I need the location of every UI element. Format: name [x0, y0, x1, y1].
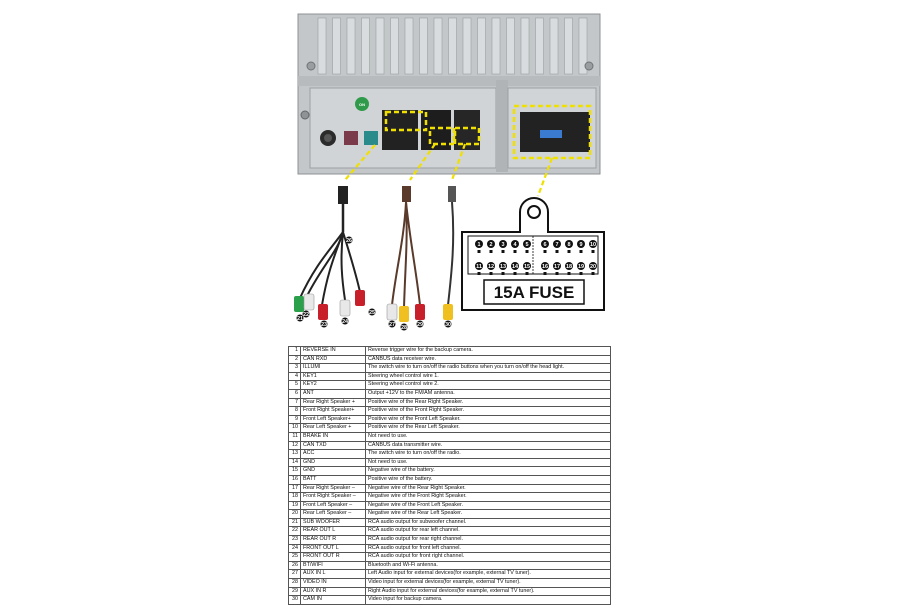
pin-number-cell: 27 — [289, 570, 301, 579]
pin-description-cell: The switch wire to turn on/off the radio. — [366, 450, 611, 459]
pin-number-cell: 28 — [289, 579, 301, 588]
pin-terminal — [478, 250, 481, 253]
pin-number-cell: 15 — [289, 467, 301, 476]
pin-description-cell: RCA audio output for front right channel. — [366, 553, 611, 562]
pin-name-cell: SUB WOOFER — [301, 518, 366, 527]
pin-number-3: 3 — [501, 242, 505, 248]
table-row — [289, 484, 611, 493]
pin-name-cell: BRAKE IN — [301, 432, 366, 441]
svg-text:27: 27 — [388, 322, 396, 328]
pin-description-cell: Output +12V to the FM/AM antenna. — [366, 389, 611, 398]
fuse-label: 15A FUSE — [493, 283, 575, 302]
pin-number-cell: 29 — [289, 587, 301, 596]
table-row — [289, 553, 611, 562]
vent-fin — [347, 18, 355, 74]
pin-number-cell: 2 — [289, 355, 301, 364]
pin-number-cell: 1 — [289, 347, 301, 356]
table-row — [289, 536, 611, 545]
table-row — [289, 458, 611, 467]
pin-terminal — [580, 250, 583, 253]
pin-name-cell: AUX IN L — [301, 570, 366, 579]
pin-description-cell: RCA audio output for front left channel. — [366, 544, 611, 553]
pin-number-cell: 18 — [289, 493, 301, 502]
vent-fin — [463, 18, 471, 74]
vent-fin — [362, 18, 370, 74]
pin-number-cell: 14 — [289, 458, 301, 467]
pin-description-cell: Bluetooth and Wi-Fi antenna. — [366, 561, 611, 570]
pin-description-cell: RCA audio output for subwoofer channel. — [366, 518, 611, 527]
pin-description-cell: Negative wire of the Rear Left Speaker. — [366, 510, 611, 519]
vent-fin — [565, 18, 573, 74]
table-row — [289, 475, 611, 484]
pin-number-18: 18 — [565, 264, 573, 270]
pin-number-4: 4 — [513, 242, 517, 248]
pin-terminal — [592, 250, 595, 253]
pin-number-1: 1 — [477, 242, 481, 248]
pin-name-cell: BT/WIFI — [301, 561, 366, 570]
pin-terminal — [526, 272, 529, 275]
pin-description-cell: RCA audio output for rear right channel. — [366, 536, 611, 545]
pin-number-cell: 4 — [289, 372, 301, 381]
vent-fin — [492, 18, 500, 74]
pin-number-10: 10 — [589, 242, 597, 248]
pin-number-cell: 12 — [289, 441, 301, 450]
fakra-port-pink — [344, 131, 358, 145]
pin-description-cell: Negative wire of the Front Right Speaker. — [366, 493, 611, 502]
connector-pinout — [462, 198, 604, 310]
pin-number-19: 19 — [577, 264, 585, 270]
pin-name-cell: BATT — [301, 475, 366, 484]
pin-name-cell: FRONT OUT R — [301, 553, 366, 562]
pin-function-table — [288, 346, 611, 605]
vent-fin — [478, 18, 486, 74]
pin-number-cell: 6 — [289, 389, 301, 398]
pin-description-cell: Negative wire of the Front Left Speaker. — [366, 501, 611, 510]
pin-description-cell: Negative wire of the Rear Right Speaker. — [366, 484, 611, 493]
pin-number-cell: 13 — [289, 450, 301, 459]
table-row — [289, 355, 611, 364]
pin-number-5: 5 — [525, 242, 529, 248]
table-row — [289, 596, 611, 605]
svg-text:26: 26 — [345, 238, 353, 244]
pin-terminal — [592, 272, 595, 275]
pin-name-cell: Front Left Speaker+ — [301, 415, 366, 424]
pin-name-cell: KEY2 — [301, 381, 366, 390]
pin-number-cell: 26 — [289, 561, 301, 570]
svg-text:ON: ON — [359, 102, 365, 107]
table-row — [289, 424, 611, 433]
pin-number-cell: 5 — [289, 381, 301, 390]
svg-text:22: 22 — [302, 312, 310, 318]
pin-number-2: 2 — [489, 242, 493, 248]
pin-number-6: 6 — [543, 242, 547, 248]
table-row — [289, 381, 611, 390]
pin-number-cell: 17 — [289, 484, 301, 493]
pin-description-cell: Left Audio input for external devices(for example, external TV tuner). — [366, 570, 611, 579]
pin-terminal — [556, 250, 559, 253]
table-row — [289, 347, 611, 356]
pin-name-cell: VIDEO IN — [301, 579, 366, 588]
vent-fin — [536, 18, 544, 74]
pin-number-13: 13 — [499, 264, 507, 270]
table-row — [289, 570, 611, 579]
pin-terminal — [580, 272, 583, 275]
pin-terminal — [568, 250, 571, 253]
fakra-port-teal — [364, 131, 378, 145]
pin-terminal — [526, 250, 529, 253]
pin-terminal — [568, 272, 571, 275]
table-row — [289, 579, 611, 588]
pin-terminal — [544, 250, 547, 253]
pin-terminal — [478, 272, 481, 275]
pin-terminal — [490, 250, 493, 253]
pin-name-cell: REAR OUT L — [301, 527, 366, 536]
table-row — [289, 389, 611, 398]
vent-fin — [550, 18, 558, 74]
pin-number-cell: 22 — [289, 527, 301, 536]
pin-name-cell: Rear Left Speaker + — [301, 424, 366, 433]
pin-name-cell: CAN RXD — [301, 355, 366, 364]
svg-text:24: 24 — [341, 319, 349, 325]
table-row — [289, 544, 611, 553]
table-row — [289, 587, 611, 596]
pin-number-11: 11 — [476, 264, 482, 270]
pin-number-15: 15 — [523, 264, 531, 270]
fuse — [540, 130, 562, 138]
pin-terminal — [502, 272, 505, 275]
pin-number-cell: 21 — [289, 518, 301, 527]
table-row — [289, 518, 611, 527]
pin-number-cell: 23 — [289, 536, 301, 545]
pin-number-cell: 30 — [289, 596, 301, 605]
pin-name-cell: FRONT OUT L — [301, 544, 366, 553]
pin-number-cell: 3 — [289, 364, 301, 373]
vent-fin — [420, 18, 428, 74]
pin-description-cell: CANBUS data receiver wire. — [366, 355, 611, 364]
pin-number-cell: 19 — [289, 501, 301, 510]
table-row — [289, 364, 611, 373]
pin-name-cell: ILLUMI — [301, 364, 366, 373]
table-row — [289, 398, 611, 407]
vent-fin — [521, 18, 529, 74]
pin-name-cell: Front Left Speaker – — [301, 501, 366, 510]
pin-name-cell: CAM IN — [301, 596, 366, 605]
pin-name-cell: Rear Right Speaker – — [301, 484, 366, 493]
pin-description-cell: Video input for external devices(for example, external TV tuner). — [366, 579, 611, 588]
svg-text:28: 28 — [400, 325, 408, 331]
svg-text:21: 21 — [296, 316, 304, 322]
pin-number-cell: 24 — [289, 544, 301, 553]
pin-description-cell: RCA audio output for rear left channel. — [366, 527, 611, 536]
pin-number-7: 7 — [555, 242, 559, 248]
pin-number-cell: 10 — [289, 424, 301, 433]
pin-description-cell: Steering wheel control wire 1. — [366, 372, 611, 381]
pin-name-cell: KEY1 — [301, 372, 366, 381]
table-row — [289, 561, 611, 570]
vent-fin — [405, 18, 413, 74]
pin-description-cell: Video input for backup camera. — [366, 596, 611, 605]
pin-number-16: 16 — [541, 264, 549, 270]
pin-name-cell: GND — [301, 458, 366, 467]
pin-description-cell: Positive wire of the Front Right Speaker. — [366, 407, 611, 416]
pin-number-cell: 11 — [289, 432, 301, 441]
pin-description-cell: Positive wire of the Front Left Speaker. — [366, 415, 611, 424]
rca-harness-left — [294, 186, 365, 320]
pin-number-9: 9 — [579, 242, 583, 248]
table-row — [289, 467, 611, 476]
vent-fin — [318, 18, 326, 74]
pin-description-cell: The switch wire to turn on/off the radio buttons when you turn on/off the head light. — [366, 364, 611, 373]
table-row — [289, 372, 611, 381]
pin-name-cell: Front Right Speaker+ — [301, 407, 366, 416]
table-row — [289, 527, 611, 536]
table-row — [289, 432, 611, 441]
svg-text:29: 29 — [416, 322, 424, 328]
pin-number-cell: 9 — [289, 415, 301, 424]
pin-number-cell: 7 — [289, 398, 301, 407]
vent-fin — [376, 18, 384, 74]
vent-fin — [507, 18, 515, 74]
rca-harness-middle — [387, 186, 425, 322]
svg-text:25: 25 — [368, 310, 376, 316]
pin-description-cell: Positive wire of the battery. — [366, 475, 611, 484]
table-row — [289, 441, 611, 450]
head-unit-rear — [298, 14, 600, 174]
pin-name-cell: AUX IN R — [301, 587, 366, 596]
pin-name-cell: REAR OUT R — [301, 536, 366, 545]
pin-description-cell: Not need to use. — [366, 432, 611, 441]
pin-terminal — [490, 272, 493, 275]
pin-description-cell: Right Audio input for external devices(for example, external TV tuner). — [366, 587, 611, 596]
pin-number-12: 12 — [487, 264, 495, 270]
pin-name-cell: Front Right Speaker – — [301, 493, 366, 502]
pin-name-cell: REVERSE IN — [301, 347, 366, 356]
pin-terminal — [544, 272, 547, 275]
pin-terminal — [514, 272, 517, 275]
pin-number-17: 17 — [553, 264, 561, 270]
svg-text:23: 23 — [320, 322, 328, 328]
pin-description-cell: Reverse trigger wire for the backup camera. — [366, 347, 611, 356]
pin-terminal — [514, 250, 517, 253]
vent-fin — [449, 18, 457, 74]
pin-number-cell: 20 — [289, 510, 301, 519]
pin-description-cell: Positive wire of the Rear Left Speaker. — [366, 424, 611, 433]
pin-number-cell: 16 — [289, 475, 301, 484]
pin-terminal — [502, 250, 505, 253]
vent-fin — [434, 18, 442, 74]
table-row — [289, 407, 611, 416]
svg-text:30: 30 — [444, 322, 452, 328]
pin-name-cell: CAN TXD — [301, 441, 366, 450]
pin-description-cell: Positive wire of the Rear Right Speaker. — [366, 398, 611, 407]
pin-number-cell: 25 — [289, 553, 301, 562]
pin-number-14: 14 — [511, 264, 519, 270]
pin-number-cell: 8 — [289, 407, 301, 416]
table-row — [289, 450, 611, 459]
pin-name-cell: ACC — [301, 450, 366, 459]
table-row — [289, 493, 611, 502]
vent-fin — [333, 18, 341, 74]
vent-fin — [391, 18, 399, 74]
pin-description-cell: Steering wheel control wire 2. — [366, 381, 611, 390]
pin-number-8: 8 — [567, 242, 571, 248]
pin-name-cell: GND — [301, 467, 366, 476]
pin-description-cell: Negative wire of the battery. — [366, 467, 611, 476]
table-row — [289, 501, 611, 510]
pin-name-cell: ANT — [301, 389, 366, 398]
pin-terminal — [556, 272, 559, 275]
table-row — [289, 510, 611, 519]
pin-description-cell: CANBUS data transmitter wire. — [366, 441, 611, 450]
pin-number-20: 20 — [589, 264, 597, 270]
pin-name-cell: Rear Right Speaker + — [301, 398, 366, 407]
table-row — [289, 415, 611, 424]
pin-name-cell: Rear Left Speaker – — [301, 510, 366, 519]
camera-cable — [443, 186, 456, 320]
pin-description-cell: Not need to use. — [366, 458, 611, 467]
